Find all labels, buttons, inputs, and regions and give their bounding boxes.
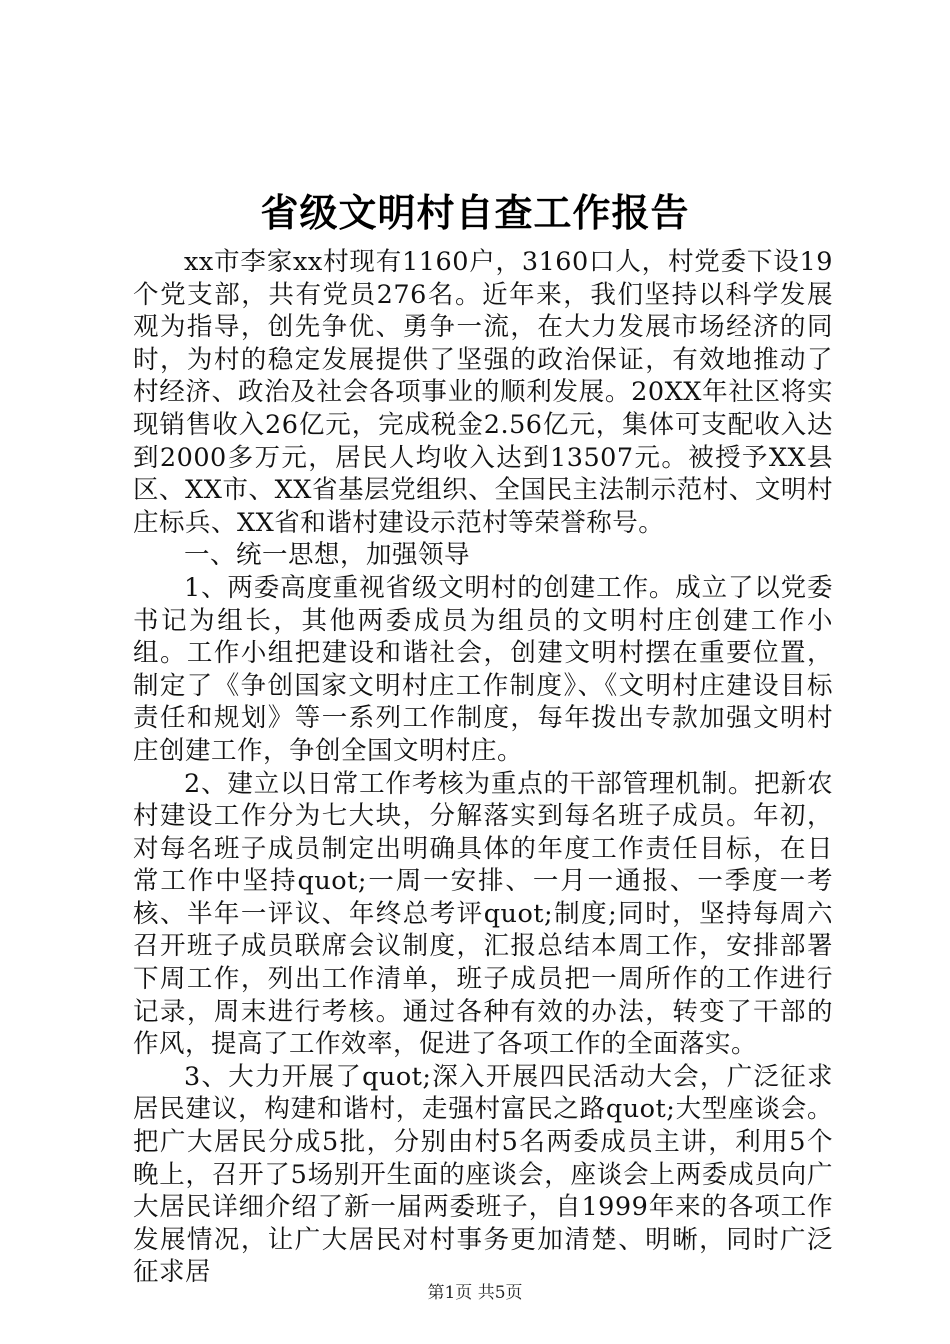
paragraph-intro: xx市李家xx村现有1160户，3160口人，村党委下设19个党支部，共有党员276名。近年来，我们坚持以科学发展观为指导，创先争优、勇争一流，在大力发展市场经济的同时，为村的稳定发展提供了坚强的政治保证，有效地推动了村经济、政治及社会各项事业的顺利发展。20XX年社区将实现销售收入26亿元，完成税金2.56亿元，集体可支配收入达到2000多万元，居民人均收入达到13507元。被授予XX县区、XX市、XX省基层党组织、全国民主法制示范村、文明村庄标兵、XX省和谐村建设示范村等荣誉称号。: [133, 247, 833, 538]
document-body: [133, 246, 833, 1289]
section-heading: 一、统一思想，加强领导: [184, 540, 471, 571]
paragraph-item-1: 1、两委高度重视省级文明村的创建工作。成立了以党委书记为组长，其他两委成员为组员的文明村庄创建工作小组。工作小组把建设和谐社会，创建文明村摆在重要位置，制定了《争创国家文明村庄工作制度》、《文明村庄建设目标责任和规划》等一系列工作制度，每年拨出专款加强文明村庄创建工作，争创全国文明村庄。: [133, 572, 833, 766]
page-number-footer: 第1页 共5页: [427, 1283, 523, 1303]
paragraph-item-3: 3、大力开展了quot;深入开展四民活动大会，广泛征求居民建议，构建和谐村，走强村富民之路quot;大型座谈会。把广大居民分成5批，分别由村5名两委成员主讲，利用5个晚上，召开了5场别开生面的座谈会，座谈会上两委成员向广大居民详细介绍了新一届两委班子，自1999年来的各项工作发展情况，让广大居民对村事务更加清楚、明晰，同时广泛征求居: [133, 1061, 833, 1288]
paragraph-item-2: 2、建立以日常工作考核为重点的干部管理机制。把新农村建设工作分为七大块，分解落实到每名班子成员。年初，对每名班子成员制定出明确具体的年度工作责任目标，在日常工作中坚持quot;一周一安排、一月一通报、一季度一考核、半年一评议、年终总考评quot;制度;同时，坚持每周六召开班子成员联席会议制度，汇报总结本周工作，安排部署下周工作，列出工作清单，班子成员把一周所作的工作进行记录，周末进行考核。通过各种有效的办法，转变了干部的作风，提高了工作效率，促进了各项工作的全面落实。: [133, 768, 833, 1060]
document-title: 省级文明村自查工作报告: [260, 190, 690, 235]
